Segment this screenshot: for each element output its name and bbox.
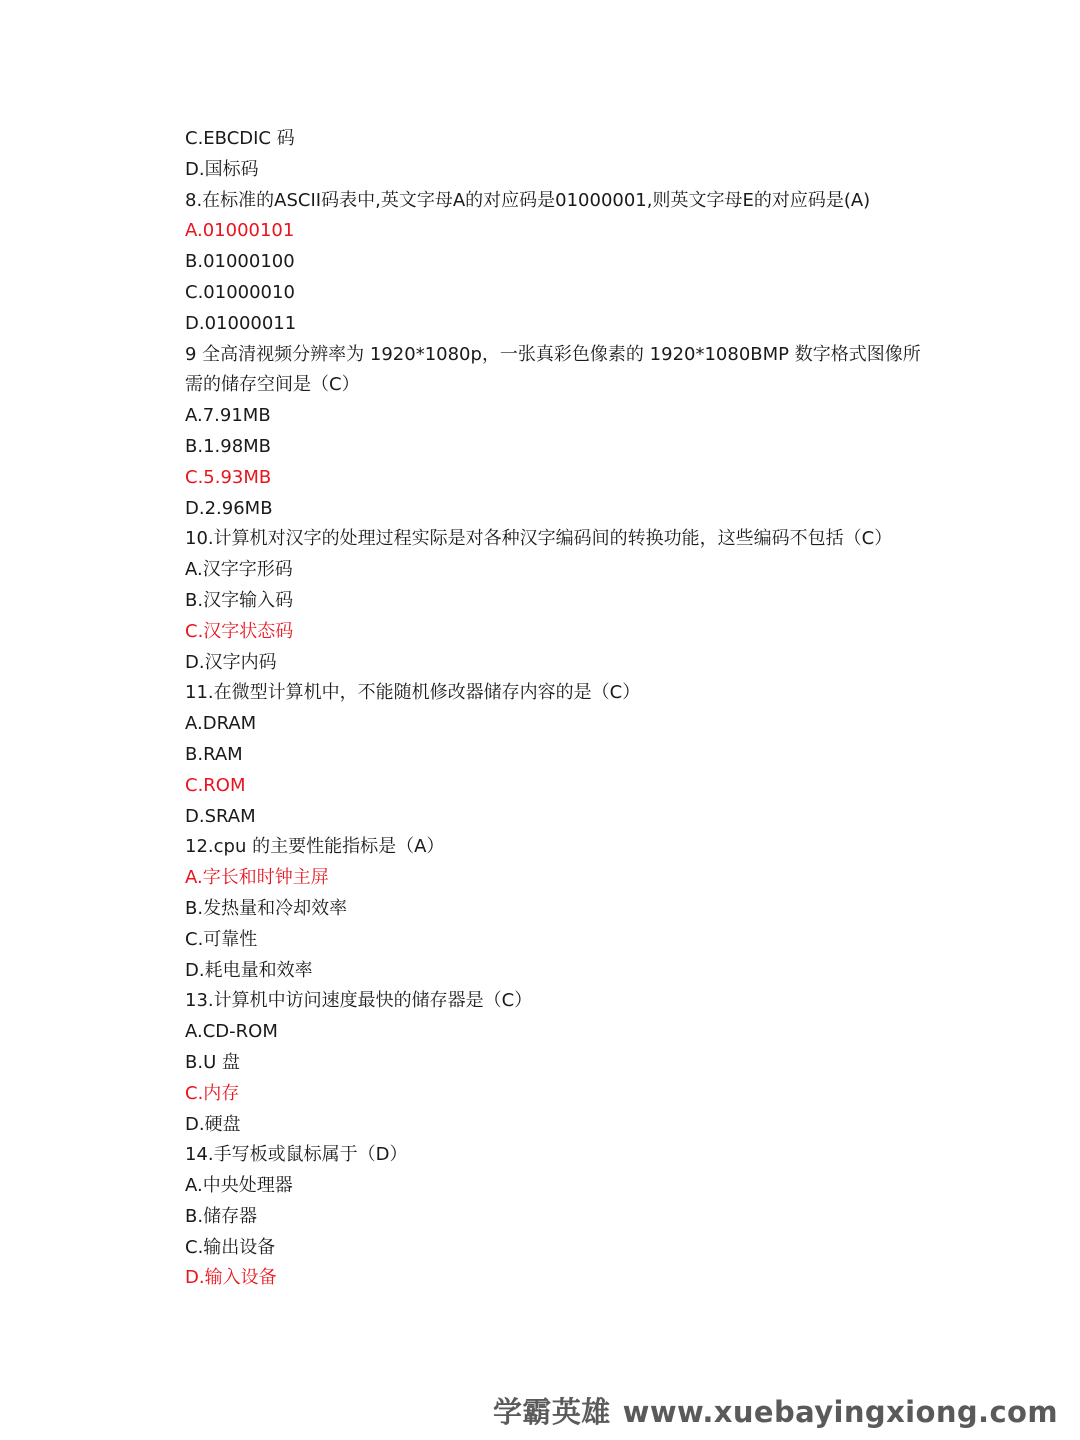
text-line: B.汉字输入码 [185, 589, 294, 611]
answer-option-line: A.字长和时钟主屏 [185, 867, 329, 889]
text-line: C.EBCDIC 码 [185, 128, 295, 149]
answer-option-line: D.输入设备 [185, 1267, 277, 1289]
text-line: B.储存器 [185, 1205, 258, 1227]
text-line: B.U 盘 [185, 1051, 240, 1073]
answer-option-line: A.01000101 [185, 220, 295, 242]
text-line: 10.计算机对汉字的处理过程实际是对各种汉字编码间的转换功能，这些编码不包括（C） [185, 528, 893, 550]
text-line: 9 全高清视频分辨率为 1920*1080p，一张真彩色像素的 1920*1080BMP 数字格式图像所 [185, 343, 921, 365]
text-line: 8.在标准的ASCII码表中,英文字母A的对应码是01000001,则英文字母E的对应码是(A) [185, 189, 871, 211]
text-line: A.7.91MB [185, 405, 271, 427]
text-line: 13.计算机中访问速度最快的储存器是（C） [185, 990, 533, 1012]
answer-option-line: C.5.93MB [185, 466, 272, 488]
text-line: C.输出设备 [185, 1236, 276, 1258]
text-line: B.1.98MB [185, 435, 272, 457]
text-line: 14.手写板或鼠标属于（D） [185, 1144, 408, 1166]
text-line: D.硬盘 [185, 1113, 241, 1135]
text-line: A.汉字字形码 [185, 559, 293, 581]
footer-url: www.xuebayingxiong.com [622, 1395, 1058, 1429]
watermark-footer [493, 1390, 1058, 1431]
footer-brand: 学霸英雄 [493, 1395, 611, 1429]
text-line: B.RAM [185, 743, 243, 765]
text-line: 需的储存空间是（C） [185, 374, 360, 396]
text-line: D.SRAM [185, 805, 256, 827]
text-line: D.2.96MB [185, 497, 273, 519]
text-line: D.耗电量和效率 [185, 959, 313, 981]
text-line: B.发热量和冷却效率 [185, 897, 348, 919]
text-line: D.01000011 [185, 312, 297, 334]
text-line: A.中央处理器 [185, 1175, 293, 1197]
text-line: D.汉字内码 [185, 651, 277, 673]
text-line: 11.在微型计算机中，不能随机修改器储存内容的是（C） [185, 682, 641, 704]
answer-option-line: C.内存 [185, 1082, 240, 1104]
text-line: A.DRAM [185, 713, 257, 735]
answer-option-line: C.ROM [185, 774, 246, 796]
text-line: D.国标码 [185, 158, 259, 180]
text-line: B.01000100 [185, 251, 295, 273]
text-line: 12.cpu 的主要性能指标是（A） [185, 836, 445, 858]
answer-option-line: C.汉字状态码 [185, 620, 294, 642]
text-line: C.可靠性 [185, 928, 258, 950]
question-list [185, 124, 921, 1294]
text-line: A.CD-ROM [185, 1021, 278, 1043]
text-line: C.01000010 [185, 281, 295, 303]
